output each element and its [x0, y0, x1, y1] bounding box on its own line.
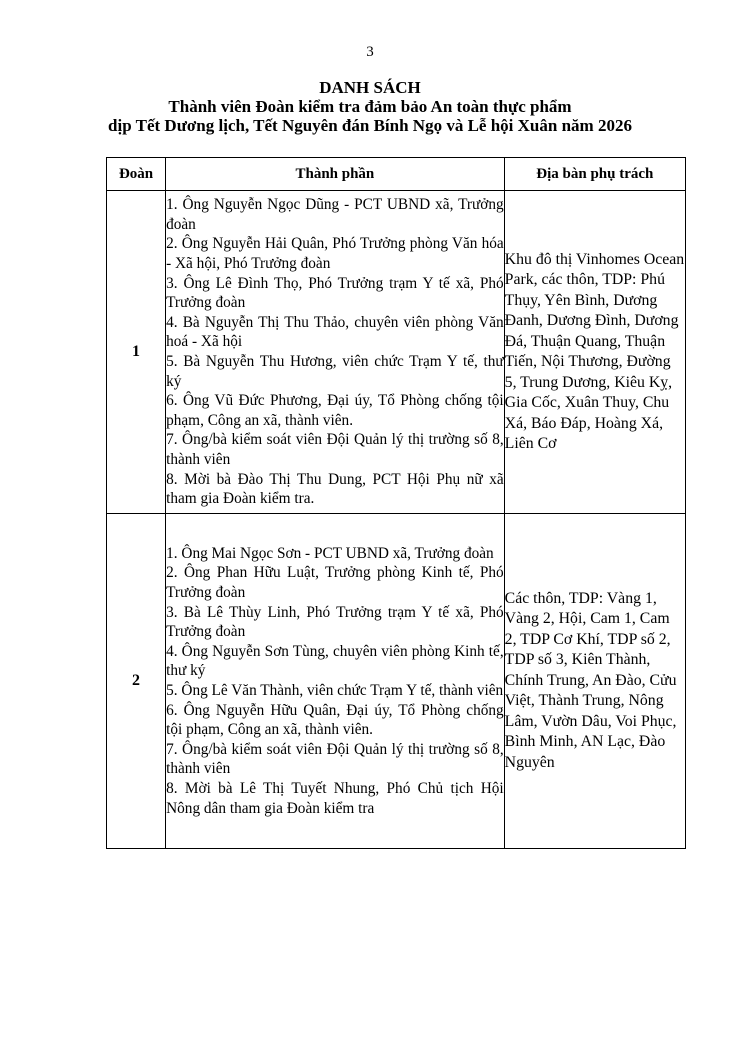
title-line-2: Thành viên Đoàn kiểm tra đảm bảo An toàn thực phẩm [168, 97, 572, 116]
member-item: 7. Ông/bà kiểm soát viên Đội Quản lý thị trường số 8, thành viên [166, 431, 504, 468]
header-thanh-phan: Thành phần [166, 158, 505, 191]
area-text: Các thôn, TDP: Vàng 1, Vàng 2, Hội, Cam 1, Cam 2, TDP Cơ Khí, TDP số 2, TDP số 3, Kiên Thành, Chính Trung, An Đào, Cửu Việt, Thành Trung, Nông Lâm, Vườn Dâu, Voi Phục, Bình Minh, AN Lạc, Đào Nguyên [504, 589, 677, 771]
doan-number: 1 [107, 191, 166, 514]
document-title [0, 78, 740, 135]
header-dia-ban: Địa bàn phụ trách [504, 158, 685, 191]
member-item: 6. Ông Vũ Đức Phương, Đại úy, Tổ Phòng chống tội phạm, Công an xã, thành viên. [166, 392, 504, 429]
members-table [106, 157, 686, 849]
page-number: 3 [366, 44, 374, 60]
title-line-1: DANH SÁCH [319, 78, 421, 97]
members-cell [166, 514, 505, 849]
members-cell [166, 191, 505, 514]
table-row [107, 191, 686, 514]
member-item: 5. Ông Lê Văn Thành, viên chức Trạm Y tế, thành viên [166, 682, 504, 699]
table-row [107, 514, 686, 849]
title-line-3: dịp Tết Dương lịch, Tết Nguyên đán Bính Ngọ và Lễ hội Xuân năm 2026 [108, 116, 632, 135]
member-item: 4. Ông Nguyễn Sơn Tùng, chuyên viên phòng Kinh tế, thư ký [166, 642, 504, 680]
area-cell [504, 191, 685, 514]
doan-number: 2 [107, 514, 166, 849]
table-header-row [107, 158, 686, 191]
area-cell [504, 514, 685, 849]
member-item: 1. Ông Nguyễn Ngọc Dũng - PCT UBND xã, Trưởng đoàn [166, 196, 504, 233]
member-item: 8. Mời bà Lê Thị Tuyết Nhung, Phó Chủ tịch Hội Nông dân tham gia Đoàn kiểm tra [166, 779, 504, 817]
member-item: 2. Ông Nguyễn Hải Quân, Phó Trưởng phòng Văn hóa - Xã hội, Phó Trưởng đoàn [166, 235, 504, 273]
member-item: 8. Mời bà Đào Thị Thu Dung, PCT Hội Phụ nữ xã tham gia Đoàn kiểm tra. [166, 470, 504, 508]
member-item: 4. Bà Nguyễn Thị Thu Thảo, chuyên viên phòng Văn hoá - Xã hội [166, 313, 504, 351]
member-item: 2. Ông Phan Hữu Luật, Trưởng phòng Kinh tế, Phó Trưởng đoàn [166, 564, 504, 602]
member-item: 6. Ông Nguyễn Hữu Quân, Đại úy, Tổ Phòng chống tội phạm, Công an xã, thành viên. [166, 701, 504, 739]
header-doan: Đoàn [107, 158, 166, 191]
member-item: 3. Bà Lê Thùy Linh, Phó Trưởng trạm Y tế xã, Phó Trưởng đoàn [166, 603, 504, 641]
member-item: 5. Bà Nguyễn Thu Hương, viên chức Trạm Y tế, thư ký [166, 353, 504, 390]
member-item: 3. Ông Lê Đình Thọ, Phó Trưởng trạm Y tế xã, Phó Trưởng đoàn [166, 274, 504, 312]
member-item: 1. Ông Mai Ngọc Sơn - PCT UBND xã, Trưởng đoàn [166, 544, 494, 562]
area-text: Khu đô thị Vinhomes Ocean Park, các thôn, TDP: Phú Thụy, Yên Bình, Dương Đanh, Dương Đình, Dương Đá, Thuận Quang, Thuận Tiến, Nội Thương, Đường 5, Trung Dương, Kiêu Kỵ, Gia Cốc, Xuân Thuy, Chu Xá, Báo Đáp, Hoàng Xá, Liên Cơ [504, 250, 685, 452]
member-item: 7. Ông/bà kiểm soát viên Đội Quản lý thị trường số 8, thành viên [166, 740, 504, 778]
